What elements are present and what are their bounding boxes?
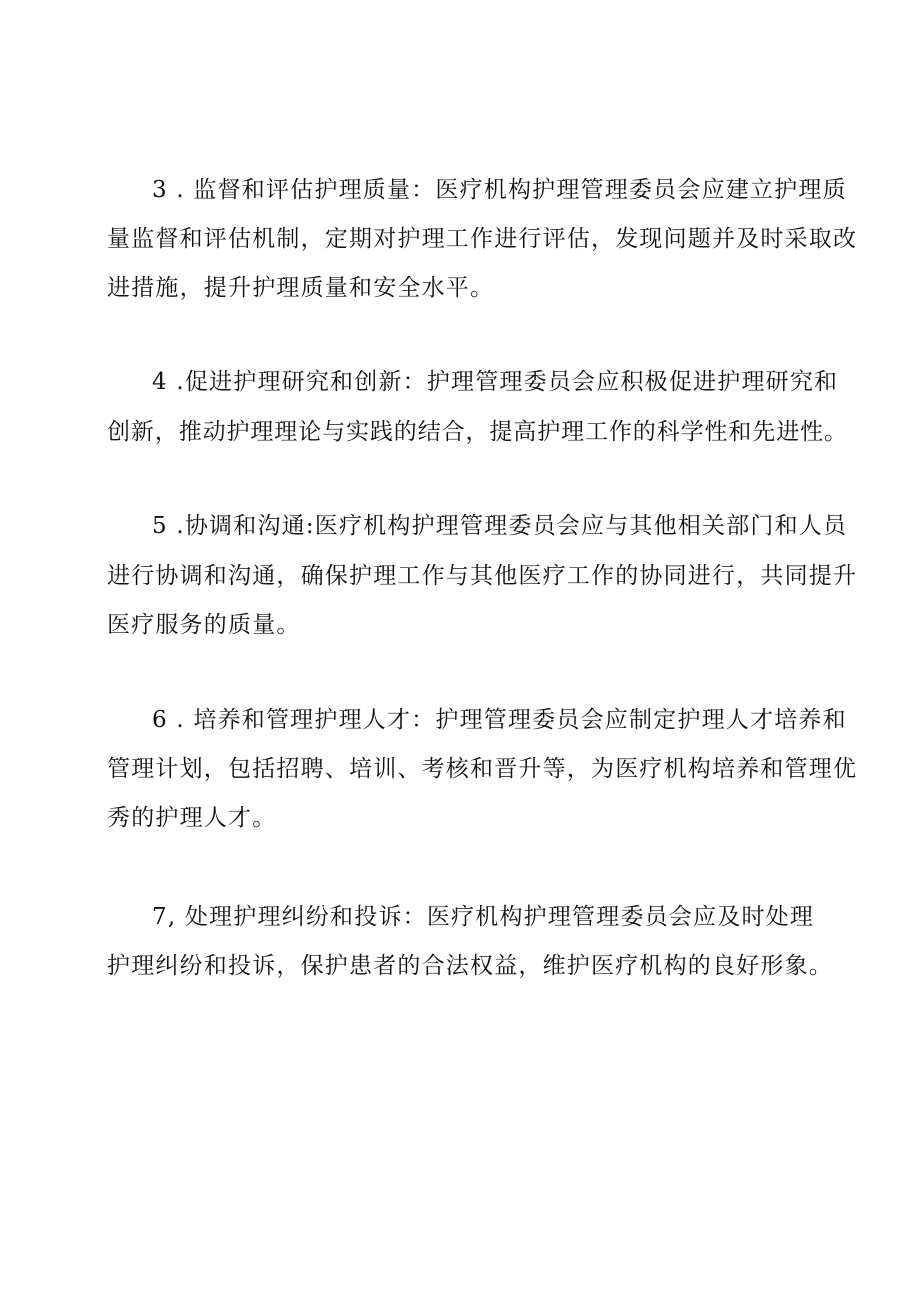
paragraph-line: 6 . 培养和管理护理人才：护理管理委员会应制定护理人才培养和 (152, 707, 847, 733)
paragraph-line: 进行协调和沟通，确保护理工作与其他医疗工作的协同进行，共同提升 (107, 563, 858, 589)
paragraph-line: 进措施，提升护理质量和安全水平。 (107, 275, 495, 301)
paragraph-line: 4 .促进护理研究和创新：护理管理委员会应积极促进护理研究和 (152, 369, 839, 395)
paragraph-line: 护理纠纷和投诉，保护患者的合法权益，维护医疗机构的良好形象。 (107, 953, 833, 979)
paragraph-line: 创新，推动护理理论与实践的结合，提高护理工作的科学性和先进性。 (107, 419, 848, 445)
paragraph-line: 7, 处理护理纠纷和投诉：医疗机构护理管理委员会应及时处理 (152, 904, 815, 930)
paragraph-line: 3 . 监督和评估护理质量：医疗机构护理管理委员会应建立护理质 (152, 177, 847, 203)
paragraph-line: 医疗服务的质量。 (107, 612, 301, 638)
paragraph-line: 秀的护理人才。 (107, 805, 277, 831)
paragraph-line: 量监督和评估机制，定期对护理工作进行评估，发现问题并及时采取改 (107, 226, 858, 252)
paragraph-line: 5 .协调和沟通:医疗机构护理管理委员会应与其他相关部门和人员 (152, 513, 848, 539)
paragraph-line: 管理计划，包括招聘、培训、考核和晋升等，为医疗机构培养和管理优 (107, 756, 858, 782)
